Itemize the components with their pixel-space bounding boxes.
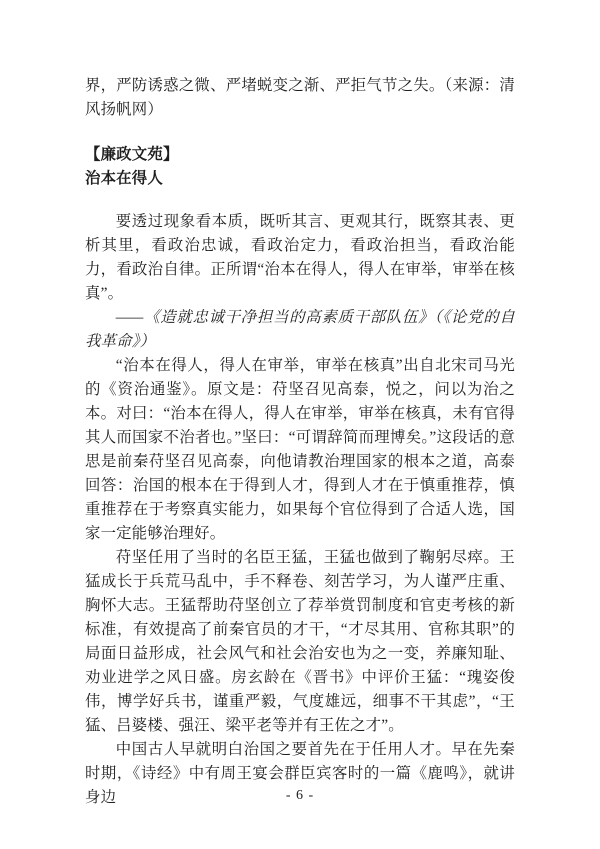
section-header: 【廉政文苑】 <box>85 146 179 163</box>
body-paragraph: 苻坚任用了当时的名臣王猛，王猛也做到了鞠躬尽瘁。王猛成长于兵荒马乱中，手不释卷、刻苦学习，为人谨严庄重、胸怀大志。王猛帮助苻坚创立了荐举赏罚制度和官吏考核的新标准，有效提高了前秦官员的才干，“才尽其用、官称其职”的局面日益形成，社会风气和社会治安也为之一变，养廉知耻、劝业进学之风日盛。房玄龄在《晋书》中评价王猛：“瑰姿俊伟，博学好兵书，谨重严毅，气度雄远，细事不干其虑”，“王猛、吕婆楼、强汪、梁平老等并有王佐之才”。 <box>85 549 515 734</box>
continuation-paragraph: 界，严防诱惑之微、严堵蜕变之渐、严拒气节之失。（来源：清风扬帆网） <box>85 77 515 118</box>
body-paragraph: 中国古人早就明白治国之要首先在于任用人才。早在先秦时期，《诗经》中有周王宴会群臣宾客时的一篇《鹿鸣》，就讲身边 <box>85 741 515 806</box>
page-content <box>85 74 515 810</box>
body-paragraph: “治本在得人，得人在审举，审举在核真”出自北宋司马光的《资治通鉴》。原文是：苻坚召见高泰，悦之，问以为治之本。对曰：“治本在得人，得人在审举，审举在核真，未有官得其人而国家不治者也。”坚曰：“可谓辞简而理博矣。”这段话的意思是前秦苻坚召见高泰，向他请教治理国家的根本之道，高泰回答：治国的根本在于得到人才，得到人才在于慎重推荐，慎重推荐在于考察真实能力，如果每个官位得到了合适人选，国家一定能够治理好。 <box>85 357 515 542</box>
page-number: - 6 - <box>285 788 315 803</box>
article-title: 治本在得人 <box>85 170 163 187</box>
body-paragraph: 要透过现象看本质，既听其言、更观其行，既察其表、更析其里，看政治忠诚，看政治定力，看政治担当，看政治能力，看政治自律。正所谓“治本在得人，得人在审举，审举在核真”。 <box>85 213 515 302</box>
attribution-line: ——《造就忠诚干净担当的高素质干部队伍》（《论党的自我革命》） <box>85 309 515 350</box>
